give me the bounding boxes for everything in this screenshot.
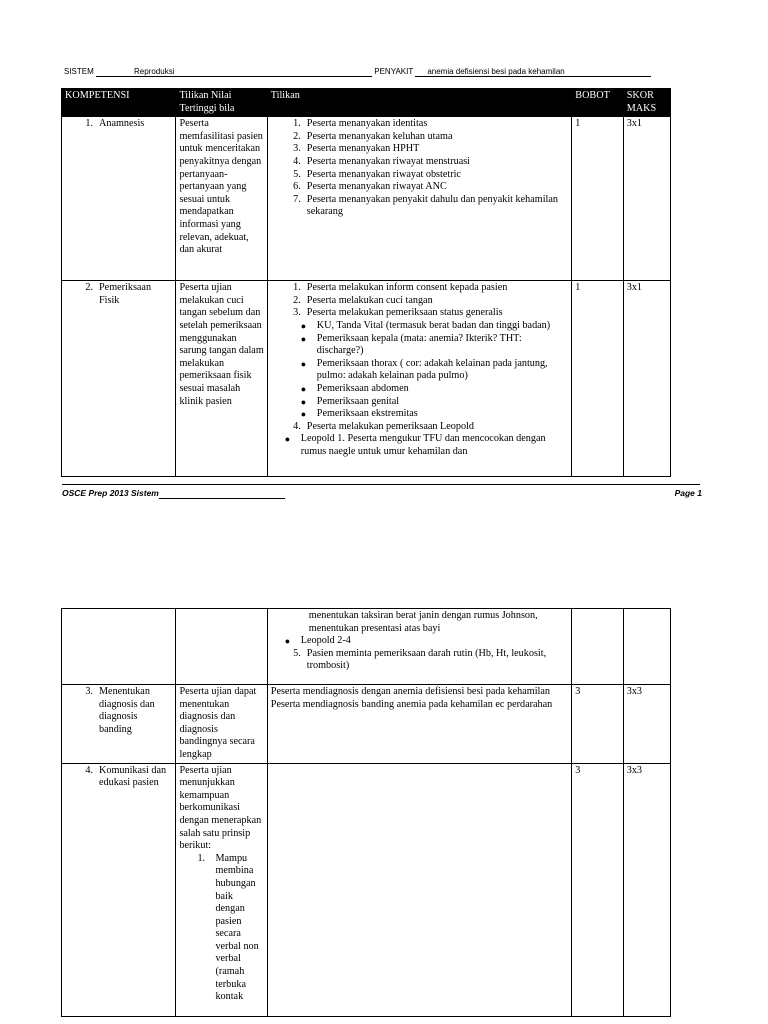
tilikan-cell <box>267 609 572 685</box>
bullet-item: ● Leopold 1. Peserta mengukur TFU dan mencocokan dengan rumus naegle untuk umur kehamilan dan <box>284 433 559 457</box>
bullet-item: ● Pemeriksaan genital <box>300 395 400 407</box>
list-item: 4. Peserta menanyakan riwayat menstruasi <box>293 155 471 167</box>
bobot-cell: 1 <box>572 117 623 281</box>
kompetensi-text: Pemeriksaan Fisik <box>99 282 152 306</box>
bullet-item: ● Pemeriksaan abdomen <box>300 382 409 394</box>
footer-left: OSCE Prep 2013 Sistem <box>62 488 285 499</box>
kompetensi-cell: 1. Anamnesis <box>62 117 176 281</box>
list-item: 3. Peserta melakukan pemeriksaan status generalis <box>293 307 503 319</box>
sistem-value: Reproduksi <box>134 67 372 77</box>
column-header: Tilikan <box>267 89 572 117</box>
table-row <box>62 281 671 477</box>
assessment-table <box>61 88 671 477</box>
list-item: 6. Peserta menanyakan riwayat ANC <box>293 181 447 193</box>
tilikan-cell <box>267 685 572 764</box>
kompetensi-cell <box>62 609 176 685</box>
bullet-item: ● Leopold 2-4 <box>284 635 351 647</box>
tertinggi-cell: Peserta ujian dapat menentukan diagnosis dan diagnosis bandingnya secara lengkap <box>176 685 267 764</box>
page-number: Page 1 <box>674 488 702 498</box>
kompetensi-text: Anamnesis <box>99 118 145 130</box>
tilikan-cell <box>267 281 572 477</box>
kompetensi-cell: 3. Menentukan diagnosis dan diagnosis banding <box>62 685 176 764</box>
page-header <box>64 67 674 77</box>
bobot-cell: 3 <box>572 763 623 1016</box>
bullet-item: ● Pemeriksaan thorax ( cor: adakah kelainan pada jantung, pulmo: adakah kelainan pada pulmo) <box>300 357 548 382</box>
bobot-cell <box>572 609 623 685</box>
bullet-item: ● Pemeriksaan ekstremitas <box>300 408 418 420</box>
table-row <box>62 763 671 1016</box>
blank-line <box>96 67 134 77</box>
continuation-text: menentukan taksiran berat janin dengan rumus Johnson, menentukan presentasi atas bayi <box>308 610 538 634</box>
table-row <box>62 685 671 764</box>
footer-divider <box>62 484 700 485</box>
list-item: 2. Peserta melakukan cuci tangan <box>293 294 433 306</box>
assessment-table-continued <box>61 608 671 1017</box>
sistem-label: SISTEM <box>64 67 94 76</box>
kompetensi-cell: 4. Komunikasi dan edukasi pasien <box>62 763 176 1016</box>
list-item: 1. Mampu membina hubungan baik dengan pasien secara verbal non verbal (ramah terbuka kontak <box>197 852 259 1003</box>
penyakit-value: anemia defisiensi besi pada kehamilan <box>427 67 651 77</box>
column-header: KOMPETENSI <box>62 89 176 117</box>
list-item: 5. Pasien meminta pemeriksaan darah rutin (Hb, Ht, leukosit, trombosit) <box>293 647 547 672</box>
kompetensi-text: Menentukan diagnosis dan diagnosis banding <box>99 686 155 735</box>
bobot-cell: 1 <box>572 281 623 477</box>
kompetensi-cell: 2. Pemeriksaan Fisik <box>62 281 176 477</box>
list-item: 4. Peserta melakukan pemeriksaan Leopold <box>293 420 474 432</box>
tertinggi-cell <box>176 609 267 685</box>
list-item: 2. Peserta menanyakan keluhan utama <box>293 130 453 142</box>
column-header: SKOR MAKS <box>623 89 670 117</box>
tilikan-cell <box>267 117 572 281</box>
tertinggi-cell: Peserta ujian melakukan cuci tangan sebelum dan setelah pemeriksaan menggunakan sarung tangan dalam melakukan pemeriksaan fisik sesuai masalah klinik pasien <box>176 281 267 477</box>
bullet-item: ● Pemeriksaan kepala (mata: anemia? Ikterik? THT: discharge?) <box>300 332 522 357</box>
tilikan-text: Peserta mendiagnosis dengan anemia defisiensi besi pada kehamilan <box>270 686 551 697</box>
table-row <box>62 609 671 685</box>
column-header: Tilikan Nilai Tertinggi bila <box>176 89 267 117</box>
tilikan-cell <box>267 763 572 1016</box>
skor-cell: 3x1 <box>623 117 670 281</box>
tilikan-text: Peserta mendiagnosis banding anemia pada kehamilan ec perdarahan <box>270 698 553 710</box>
column-header: BOBOT <box>572 89 623 117</box>
penyakit-label: PENYAKIT <box>374 67 414 76</box>
list-item: 1. Peserta melakukan inform consent kepada pasien <box>293 282 508 294</box>
skor-cell <box>623 609 670 685</box>
list-item: 7. Peserta menanyakan penyakit dahulu dan penyakit kehamilan sekarang <box>293 193 558 218</box>
skor-cell: 3x3 <box>623 763 670 1016</box>
table-header-row <box>62 89 671 117</box>
bobot-cell: 3 <box>572 685 623 764</box>
list-item: 5. Peserta menanyakan riwayat obstetric <box>293 168 461 180</box>
tertinggi-text: Peserta ujian menunjukkan kemampuan berkomunikasi dengan menerapkan salah satu prinsip berikut: <box>179 764 262 852</box>
list-item: 3. Peserta menanyakan HPHT <box>293 143 420 155</box>
table-row <box>62 117 671 281</box>
bullet-item: ● KU, Tanda Vital (termasuk berat badan dan tinggi badan) <box>300 319 551 331</box>
blank-line <box>415 67 427 77</box>
kompetensi-text: Komunikasi dan edukasi pasien <box>99 764 167 789</box>
tertinggi-cell: Peserta memfasilitasi pasien untuk menceritakan penyakitnya dengan pertanyaan-pertanyaan yang sesuai untuk mendapatkan informasi yang relevan, adekuat, dan akurat <box>176 117 267 281</box>
skor-cell: 3x1 <box>623 281 670 477</box>
list-item: 1. Peserta menanyakan identitas <box>293 118 428 130</box>
skor-cell: 3x3 <box>623 685 670 764</box>
tertinggi-cell <box>176 763 267 1016</box>
